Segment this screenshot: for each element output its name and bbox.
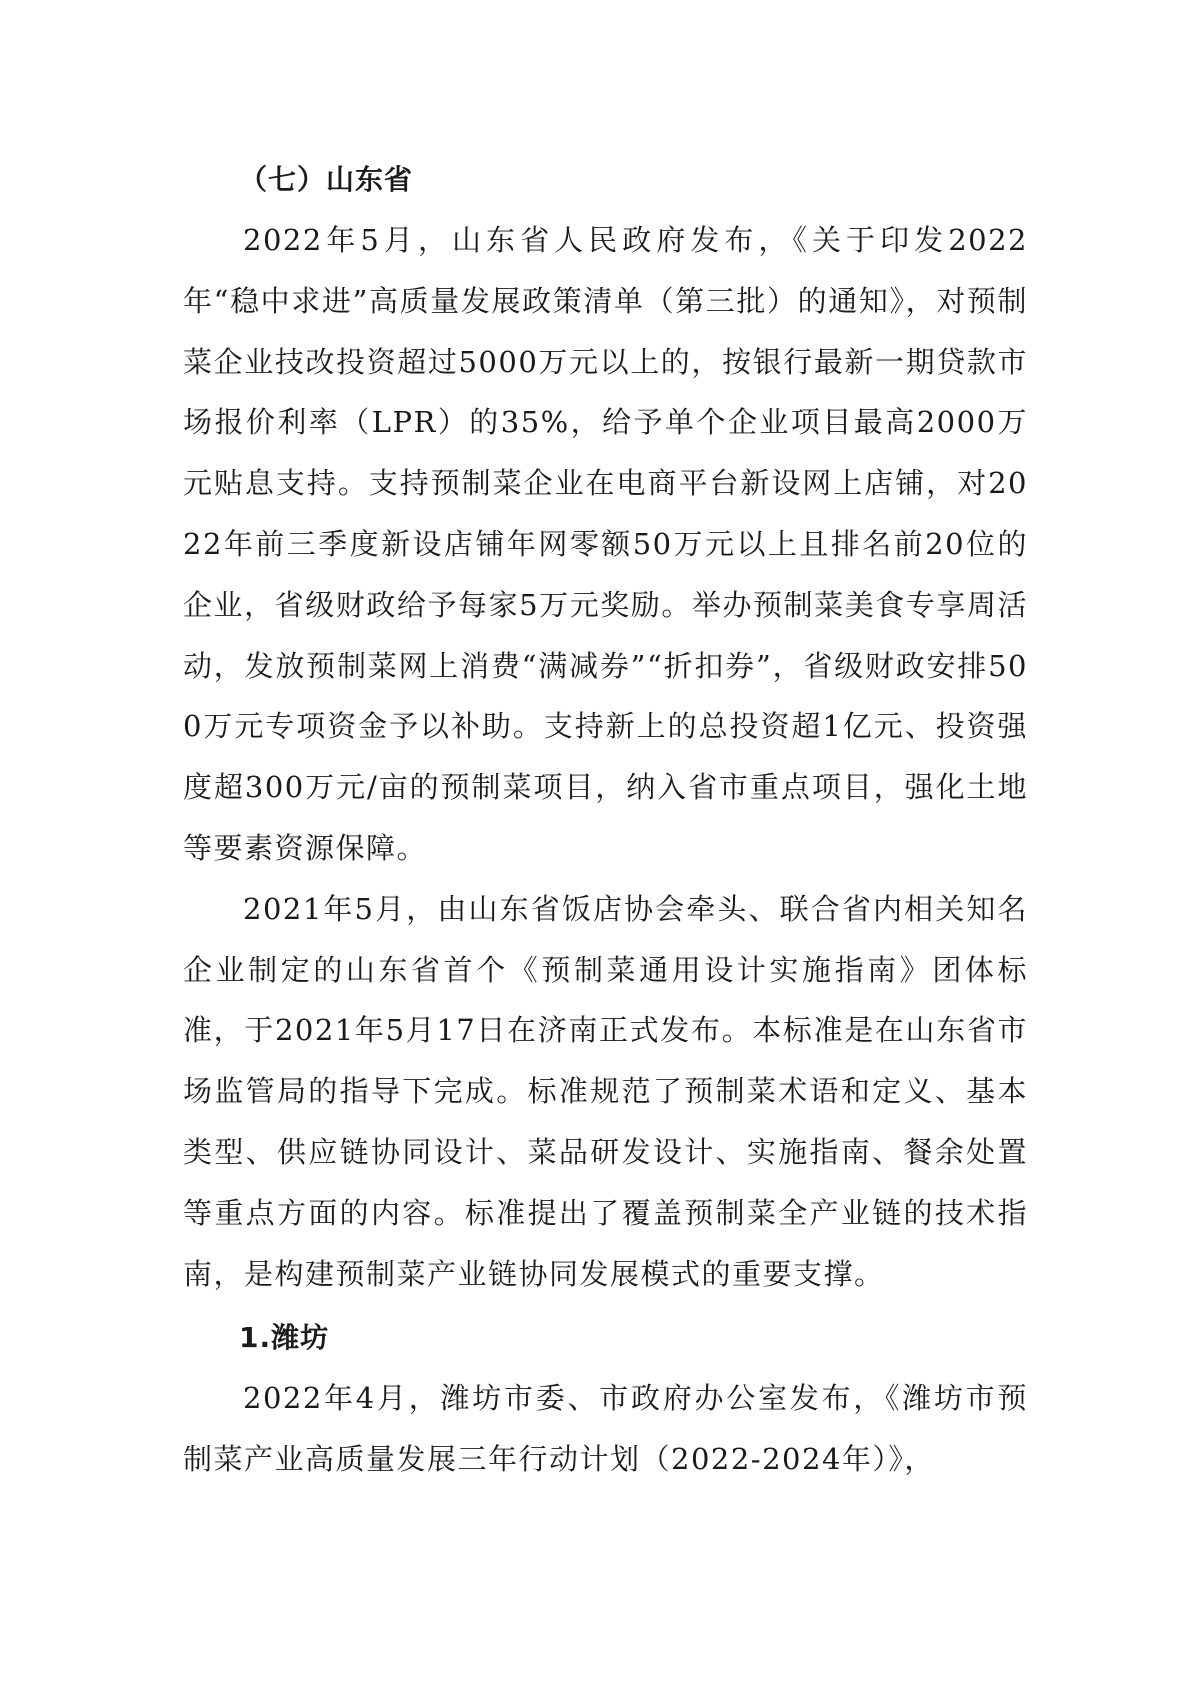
subsection-heading-weifang: 1.潍坊 [239,1321,330,1355]
paragraph-weifang-plan: 2022年4月，潍坊市委、市政府办公室发布，《潍坊市预制菜产业高质量发展三年行动计划（2022-2024年）》， [183,1381,1028,1477]
paragraph-shandong-policy: 2022年5月，山东省人民政府发布，《关于印发2022年“稳中求进”高质量发展政策清单（第三批）的通知》，对预制菜企业技改投资超过5000万元以上的，按银行最新一期贷款市场报价利率（LPR）的35%，给予单个企业项目最高2000万元贴息支持。支持预制菜企业在电商平台新设网上店铺，对2022年前三季度新设店铺年网零额50万元以上且排名前20位的企业，省级财政给予每家5万元奖励。举办预制菜美食专享周活动，发放预制菜网上消费“满减券”“折扣券”，省级财政安排500万元专项资金予以补助。支持新上的总投资超1亿元、投资强度超300万元/亩的预制菜项目，纳入省市重点项目，强化土地等要素资源保障。 [183,223,1028,865]
document-body [183,150,1028,1490]
section-heading: （七）山东省 [239,163,414,196]
paragraph-shandong-standard: 2021年5月，由山东省饭店协会牵头、联合省内相关知名企业制定的山东省首个《预制菜通用设计实施指南》团体标准，于2021年5月17日在济南正式发布。本标准是在山东省市场监管局的指导下完成。标准规范了预制菜术语和定义、基本类型、供应链协同设计、菜品研发设计、实施指南、餐余处置等重点方面的内容。标准提出了覆盖预制菜全产业链的技术指南，是构建预制菜产业链协同发展模式的重要支撑。 [183,891,1028,1291]
